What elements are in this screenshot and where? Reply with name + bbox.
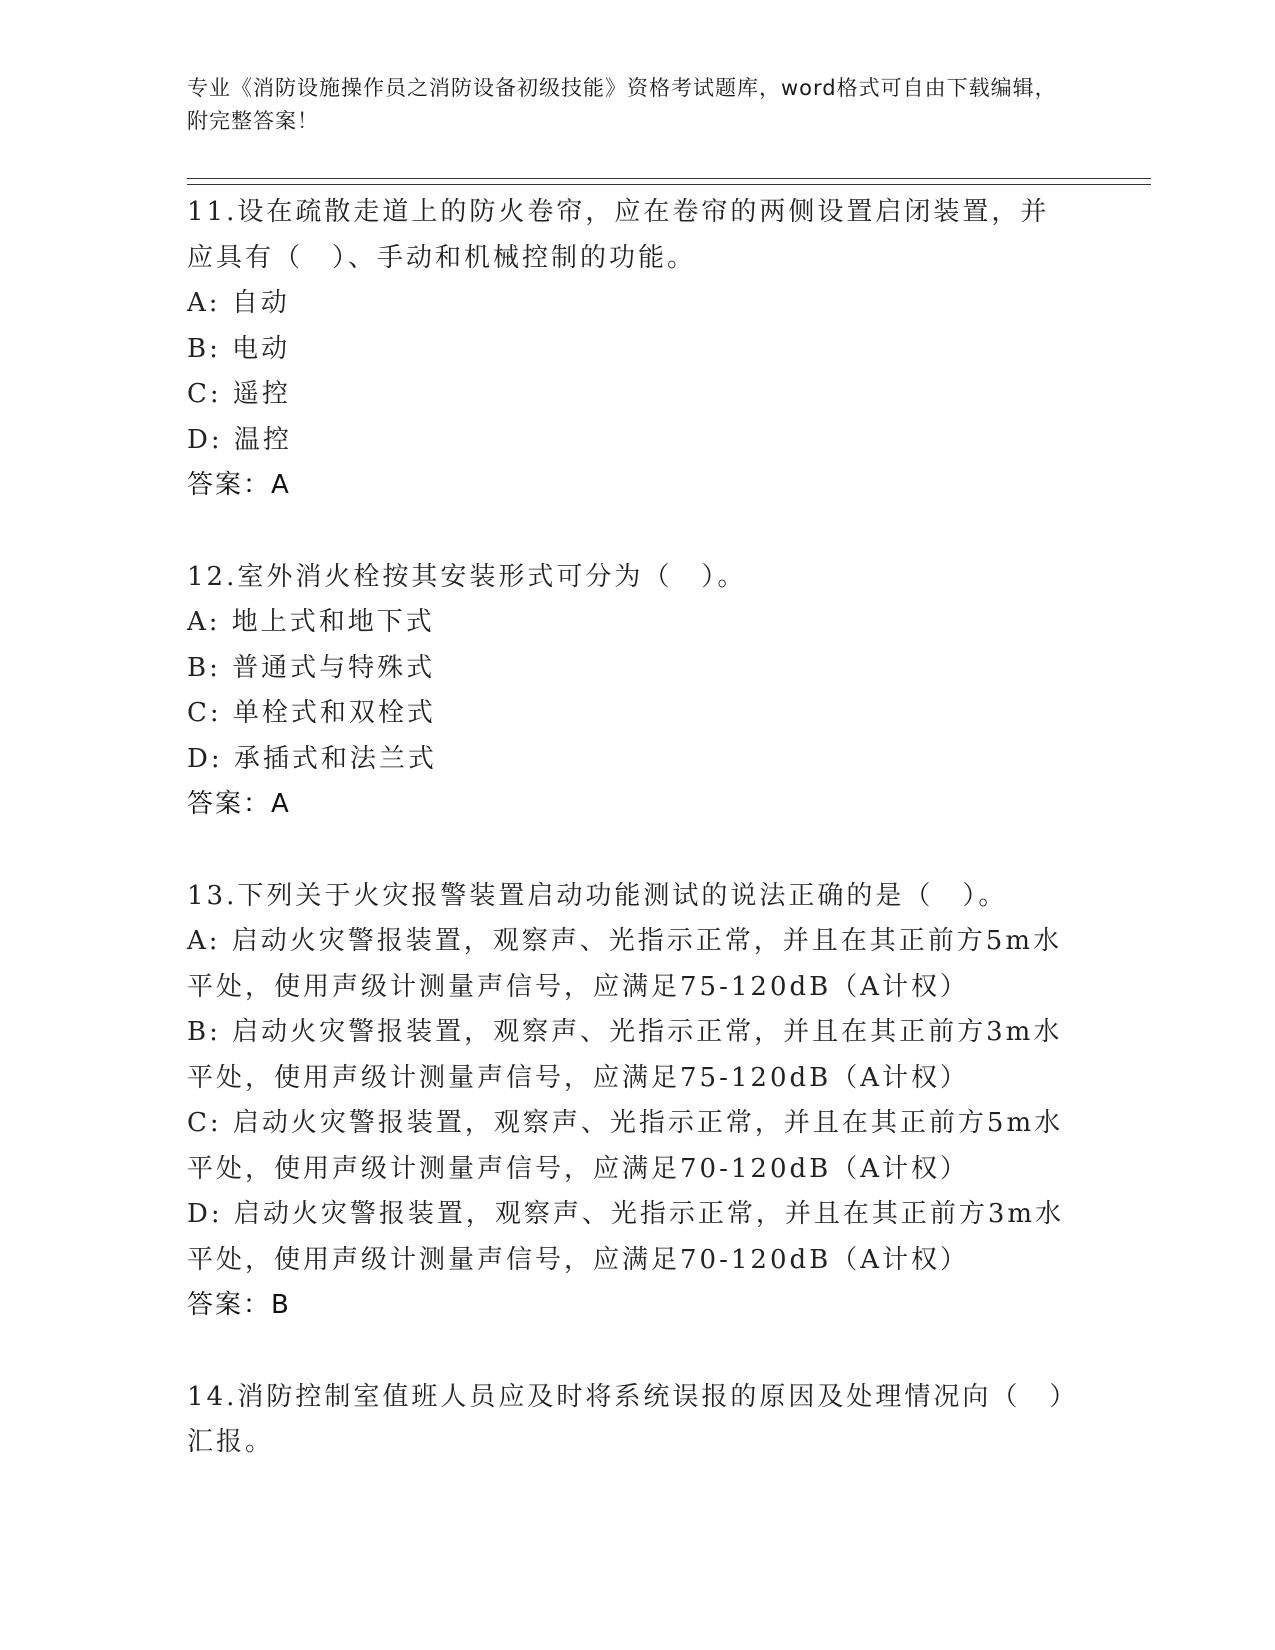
question-14 xyxy=(187,1375,1067,1466)
answer-label: 答案：A xyxy=(187,470,291,500)
option-a: A: 启动火灾警报装置，观察声、光指示正常，并且在其正前方5m水平处，使用声级计测量声信号，应满足75-120dB（A计权） xyxy=(187,926,1062,1002)
header-divider-bottom xyxy=(187,184,1151,185)
option-b: B: 电动 xyxy=(187,333,291,364)
document-header: 专业《消防设施操作员之消防设备初级技能》资格考试题库，word格式可自由下载编辑，附完整答案！ xyxy=(187,76,1057,133)
question-11 xyxy=(187,190,1067,509)
option-a: A: 地上式和地下式 xyxy=(187,607,435,637)
question-stem: 12.室外消火栓按其安装形式可分为（ ）。 xyxy=(187,561,747,592)
question-stem: 13.下列关于火灾报警装置启动功能测试的说法正确的是（ ）。 xyxy=(187,880,1008,911)
option-b: B: 启动火灾警报装置，观察声、光指示正常，并且在其正前方3m水平处，使用声级计测量声信号，应满足75-120dB（A计权） xyxy=(187,1017,1063,1093)
option-d: D: 承插式和法兰式 xyxy=(187,743,437,774)
answer-label: 答案：A xyxy=(187,789,291,819)
question-stem: 14.消防控制室值班人员应及时将系统误报的原因及处理情况向（ ）汇报。 xyxy=(187,1381,1066,1457)
question-stem: 11.设在疏散走道上的防火卷帘，应在卷帘的两侧设置启闭装置，并应具有（ ）、手动和机械控制的功能。 xyxy=(187,197,1050,273)
question-13 xyxy=(187,874,1067,1329)
option-d: D: 启动火灾警报装置，观察声、光指示正常，并且在其正前方3m水平处，使用声级计测量声信号，应满足70-120dB（A计权） xyxy=(187,1199,1065,1275)
header-divider-top xyxy=(187,178,1151,179)
option-b: B: 普通式与特殊式 xyxy=(187,652,436,683)
option-d: D: 温控 xyxy=(187,424,292,455)
option-a: A: 自动 xyxy=(187,288,290,318)
option-c: C: 遥控 xyxy=(187,379,291,409)
option-c: C: 启动火灾警报装置，观察声、光指示正常，并且在其正前方5m水平处，使用声级计测量声信号，应满足70-120dB（A计权） xyxy=(187,1108,1064,1184)
question-12 xyxy=(187,555,1067,828)
question-list xyxy=(187,190,1067,1512)
answer-label: 答案：B xyxy=(187,1290,291,1320)
option-c: C: 单栓式和双栓式 xyxy=(187,698,436,728)
